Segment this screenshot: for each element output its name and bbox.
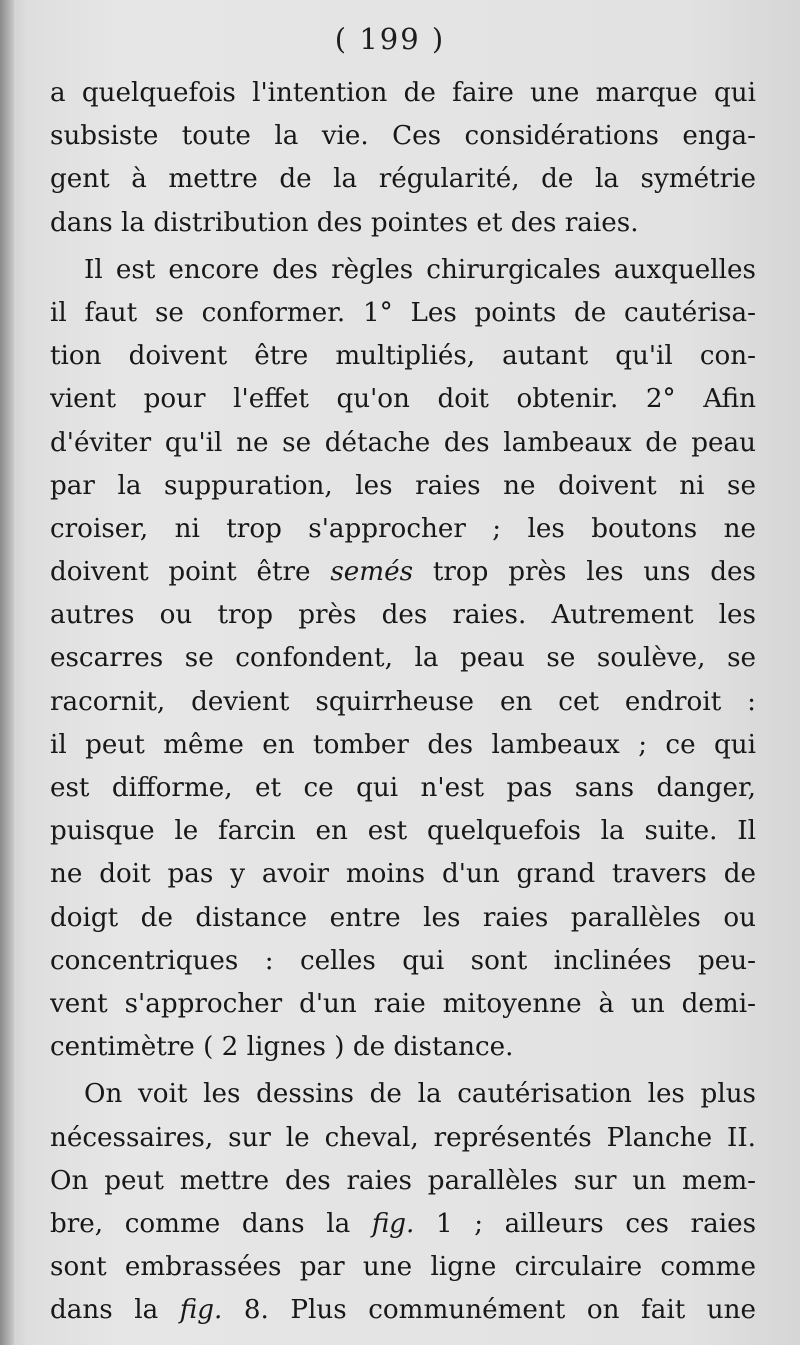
text-line: doivent point être semés trop près les uns des <box>50 557 756 588</box>
text-line: concentriques : celles qui sont inclinées peu- <box>50 945 756 976</box>
text-line: a quelquefois l'intention de faire une marque qui <box>50 78 756 108</box>
text-line: sont embrassées par une ligne circulaire comme <box>50 1252 756 1283</box>
page-gutter-shadow <box>0 0 14 1345</box>
text-line: autres ou trop près des raies. Autrement les <box>50 600 756 631</box>
body-text <box>50 72 756 1332</box>
text-line: vient pour l'effet qu'on doit obtenir. 2° Afin <box>50 384 756 415</box>
text-line: Il est encore des règles chirurgicales auxquelles <box>84 254 756 285</box>
page-number: ( 199 ) <box>334 22 446 56</box>
text-line: bre, comme dans la fig. 1 ; ailleurs ces raies <box>50 1208 756 1239</box>
text-line: dans la distribution des pointes et des raies. <box>50 207 639 238</box>
text-line: centimètre ( 2 lignes ) de distance. <box>50 1032 514 1063</box>
text-line: vent s'approcher d'un raie mitoyenne à un demi- <box>50 988 756 1019</box>
text-line: gent à mettre de la régularité, de la symétrie <box>50 164 756 195</box>
text-line: escarres se confondent, la peau se soulève, se <box>50 643 756 674</box>
text-line: On peut mettre des raies parallèles sur un mem- <box>50 1165 756 1196</box>
text-line: subsiste toute la vie. Ces considérations enga- <box>50 121 756 152</box>
text-line: tion doivent être multipliés, autant qu'il con- <box>50 341 756 372</box>
text-line: puisque le farcin en est quelquefois la suite. Il <box>50 816 756 847</box>
italic-word: semés <box>330 557 414 588</box>
text-line: il faut se conformer. 1° Les points de cautérisa- <box>50 297 756 328</box>
text-line: ne doit pas y avoir moins d'un grand travers de <box>50 859 756 890</box>
italic-word: fig. <box>179 1295 223 1326</box>
text-line: il peut même en tomber des lambeaux ; ce qui <box>50 729 756 760</box>
italic-word: fig. <box>371 1208 415 1239</box>
text-line: dans la fig. 8. Plus communément on fait une <box>50 1295 756 1326</box>
text-line: racornit, devient squirrheuse en cet endroit : <box>50 686 756 717</box>
text-line: croiser, ni trop s'approcher ; les boutons ne <box>50 513 756 544</box>
text-line: doigt de distance entre les raies parallèles ou <box>50 902 756 933</box>
text-line: est difforme, et ce qui n'est pas sans danger, <box>50 773 756 803</box>
text-line: d'éviter qu'il ne se détache des lambeaux de peau <box>50 427 756 458</box>
text-line: par la suppuration, les raies ne doivent ni se <box>50 470 756 501</box>
text-line: On voit les dessins de la cautérisation les plus <box>84 1079 756 1110</box>
text-line: nécessaires, sur le cheval, représentés Planche II. <box>50 1122 756 1153</box>
